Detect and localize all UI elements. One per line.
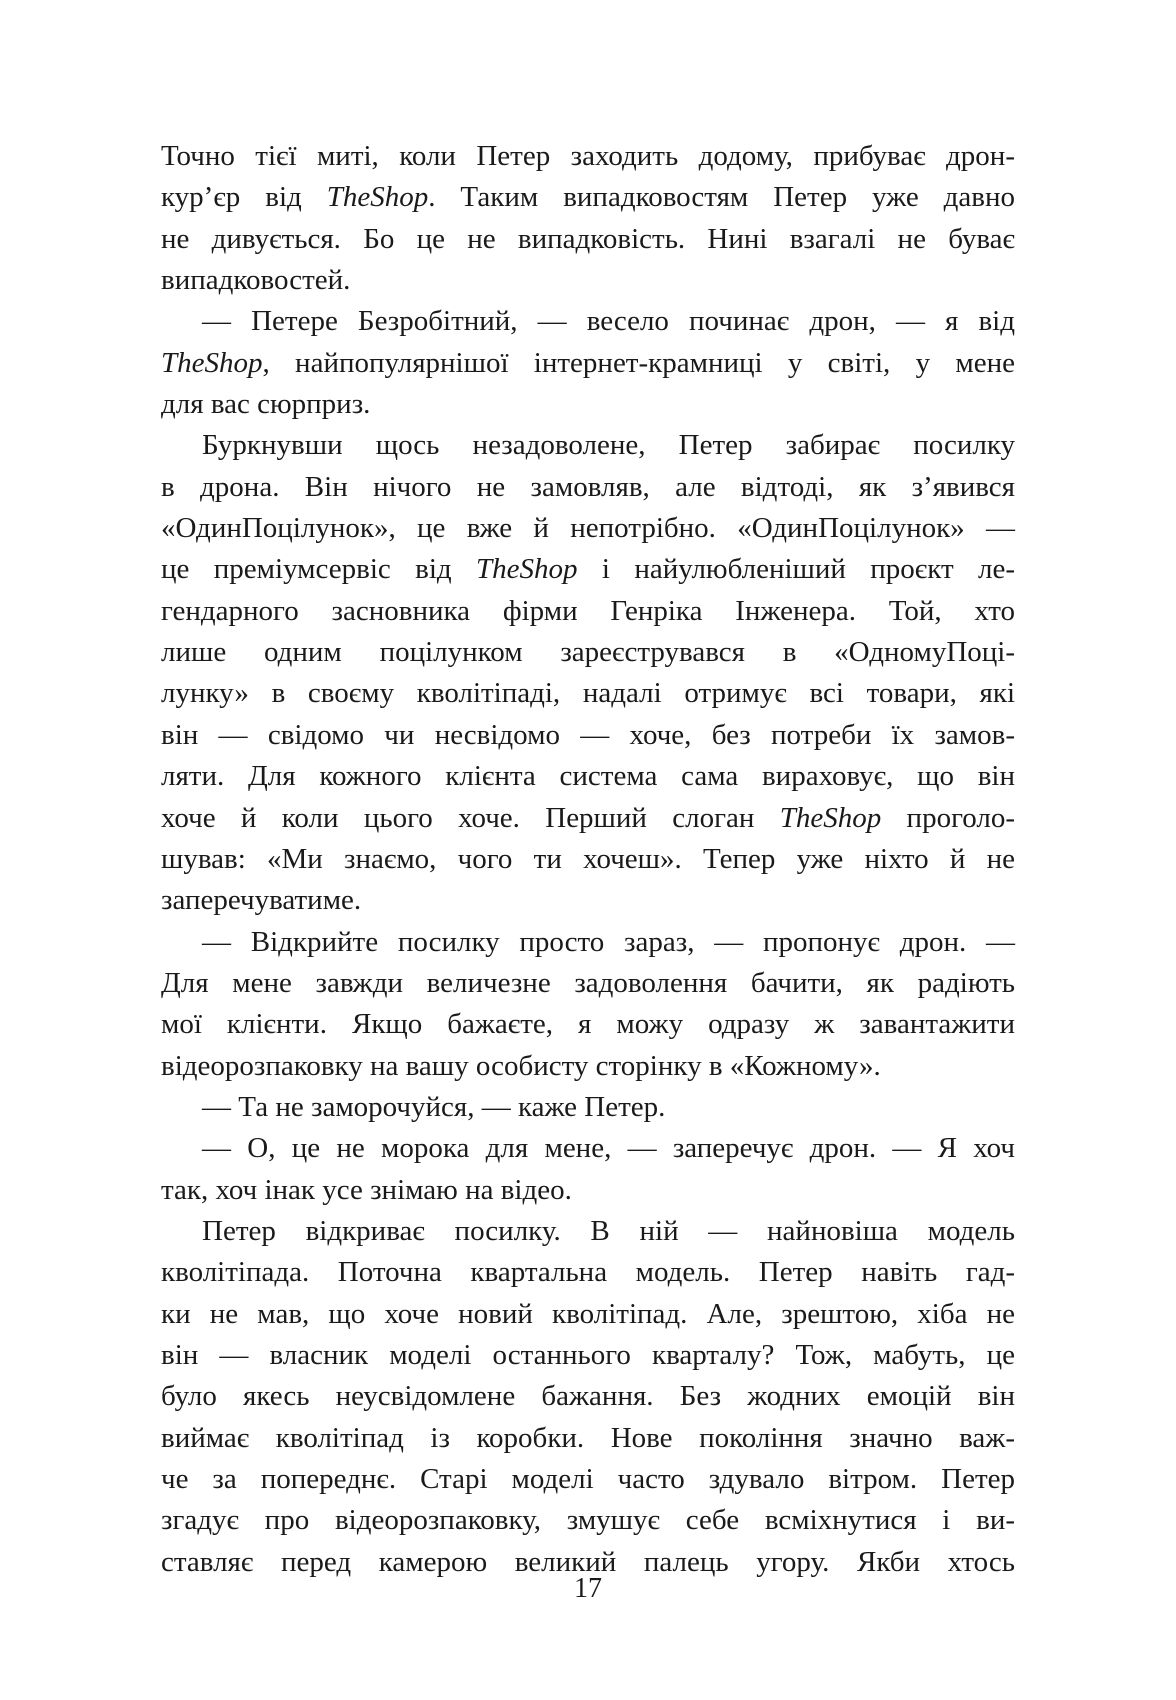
- text-line: [161, 1252, 1015, 1293]
- text-segment: Для мене завжди величезне задоволення бачити, як радіють: [161, 966, 1015, 999]
- text-line: [161, 715, 1015, 756]
- text-line: [161, 1500, 1015, 1541]
- text-segment: «ОдинПоцілунок», це вже й непотрібно. «ОдинПоцілунок» —: [161, 512, 1015, 545]
- brand-name: TheShop: [476, 553, 578, 586]
- text-segment: лунку» в своєму кволітіпаді, надалі отримує всі товари, які: [161, 677, 1015, 710]
- text-segment: — Та не заморочуйся, — каже Петер.: [202, 1090, 666, 1123]
- text-line: [161, 798, 1015, 839]
- text-segment: ставляє перед камерою великий палець угору. Якби хтось: [161, 1545, 1015, 1578]
- text-segment: він — власник моделі останнього кварталу? Тож, мабуть, це: [161, 1338, 1015, 1371]
- text-line: [161, 1046, 1015, 1087]
- text-segment: заперечуватиме.: [161, 884, 362, 917]
- text-segment: випадковостей.: [161, 264, 351, 297]
- text-line: [161, 673, 1015, 714]
- text-line: [161, 1211, 1015, 1252]
- text-segment: було якесь неусвідомлене бажання. Без жодних емоцій він: [161, 1380, 1015, 1413]
- text-line: [161, 177, 1015, 218]
- text-line: [161, 591, 1015, 632]
- text-segment: гендарного засновника фірми Генріка Інженера. Той, хто: [161, 594, 1015, 627]
- text-line: [161, 1418, 1015, 1459]
- text-line: [161, 963, 1015, 1004]
- text-segment: хоче й коли цього хоче. Перший слоган: [161, 801, 780, 834]
- page-number: 17: [574, 1573, 602, 1604]
- text-segment: ки не мав, що хоче новий кволітіпад. Але, зрештою, хіба не: [161, 1297, 1015, 1330]
- text-line: [161, 632, 1015, 673]
- text-line: [161, 1335, 1015, 1376]
- brand-name: TheShop: [161, 346, 263, 379]
- text-line: [161, 219, 1015, 260]
- text-segment: в дрона. Він нічого не замовляв, але відтоді, як з’явився: [161, 470, 1015, 503]
- text-segment: кволітіпада. Поточна квартальна модель. Петер навіть гад-: [161, 1256, 1015, 1289]
- text-segment: — О, це не морока для мене, — заперечує дрон. — Я хоч: [202, 1132, 1015, 1165]
- text-segment: — Відкрийте посилку просто зараз, — пропонує дрон. —: [202, 925, 1015, 958]
- body-text: [161, 136, 1015, 1583]
- text-segment: згадує про відеорозпаковку, змушує себе всміхнутися і ви-: [161, 1504, 1015, 1537]
- brand-name: TheShop: [779, 801, 882, 834]
- text-segment: і найулюбленіший проєкт ле-: [577, 553, 1016, 586]
- text-line: [161, 343, 1015, 384]
- text-segment: , найпопулярнішої інтернет-крамниці у світі, у мене: [262, 346, 1015, 379]
- text-line: [161, 1087, 1015, 1128]
- text-segment: не дивується. Бо це не випадковість. Нині взагалі не буває: [161, 222, 1015, 255]
- text-segment: че за попереднє. Старі моделі часто здувало вітром. Петер: [161, 1463, 1015, 1495]
- text-line: [161, 1376, 1015, 1417]
- text-line: [161, 425, 1015, 466]
- text-line: [161, 922, 1015, 963]
- text-segment: шував: «Ми знаємо, чого ти хочеш». Тепер уже ніхто й не: [161, 842, 1015, 875]
- text-line: [161, 1004, 1015, 1045]
- text-segment: лише одним поцілунком зареєструвався в «ОдномуПоці-: [161, 636, 1015, 669]
- brand-name: TheShop: [326, 181, 429, 214]
- text-segment: Буркнувши щось незадоволене, Петер забирає посилку: [202, 429, 1015, 462]
- text-segment: — Петере Безробітний, — весело починає дрон, — я від: [202, 305, 1015, 338]
- text-line: [161, 467, 1015, 508]
- text-line: [161, 1294, 1015, 1335]
- text-segment: це преміумсервіс від: [161, 553, 477, 586]
- text-line: [161, 839, 1015, 880]
- text-segment: він — свідомо чи несвідомо — хоче, без потреби їх замов-: [161, 718, 1015, 751]
- text-segment: так, хоч інак усе знімаю на відео.: [161, 1173, 572, 1206]
- text-segment: . Таким випадковостям Петер уже давно: [428, 181, 1015, 214]
- text-segment: ляти. Для кожного клієнта система сама вираховує, що він: [161, 760, 1015, 793]
- text-line: [161, 384, 1015, 425]
- text-line: [161, 508, 1015, 549]
- text-segment: для вас сюрприз.: [161, 388, 371, 421]
- text-line: [161, 136, 1015, 177]
- text-line: [161, 301, 1015, 342]
- text-line: [161, 1128, 1015, 1169]
- text-line: [161, 549, 1015, 590]
- text-line: [161, 880, 1015, 921]
- text-line: [161, 756, 1015, 797]
- text-segment: мої клієнти. Якщо бажаєте, я можу одразу ж завантажити: [161, 1008, 1015, 1041]
- text-segment: кур’єр від: [161, 181, 327, 214]
- text-line: [161, 1459, 1015, 1500]
- text-segment: Петер відкриває посилку. В ній — найновіша модель: [202, 1214, 1015, 1247]
- text-segment: проголо-: [881, 801, 1015, 834]
- text-line: [161, 260, 1015, 301]
- text-segment: Точно тієї миті, коли Петер заходить додому, прибуває дрон-: [161, 140, 1015, 172]
- text-line: [161, 1170, 1015, 1211]
- text-segment: відеорозпаковку на вашу особисту сторінку в «Кожному».: [161, 1049, 881, 1082]
- text-segment: виймає кволітіпад із коробки. Нове покоління значно важ-: [161, 1421, 1015, 1454]
